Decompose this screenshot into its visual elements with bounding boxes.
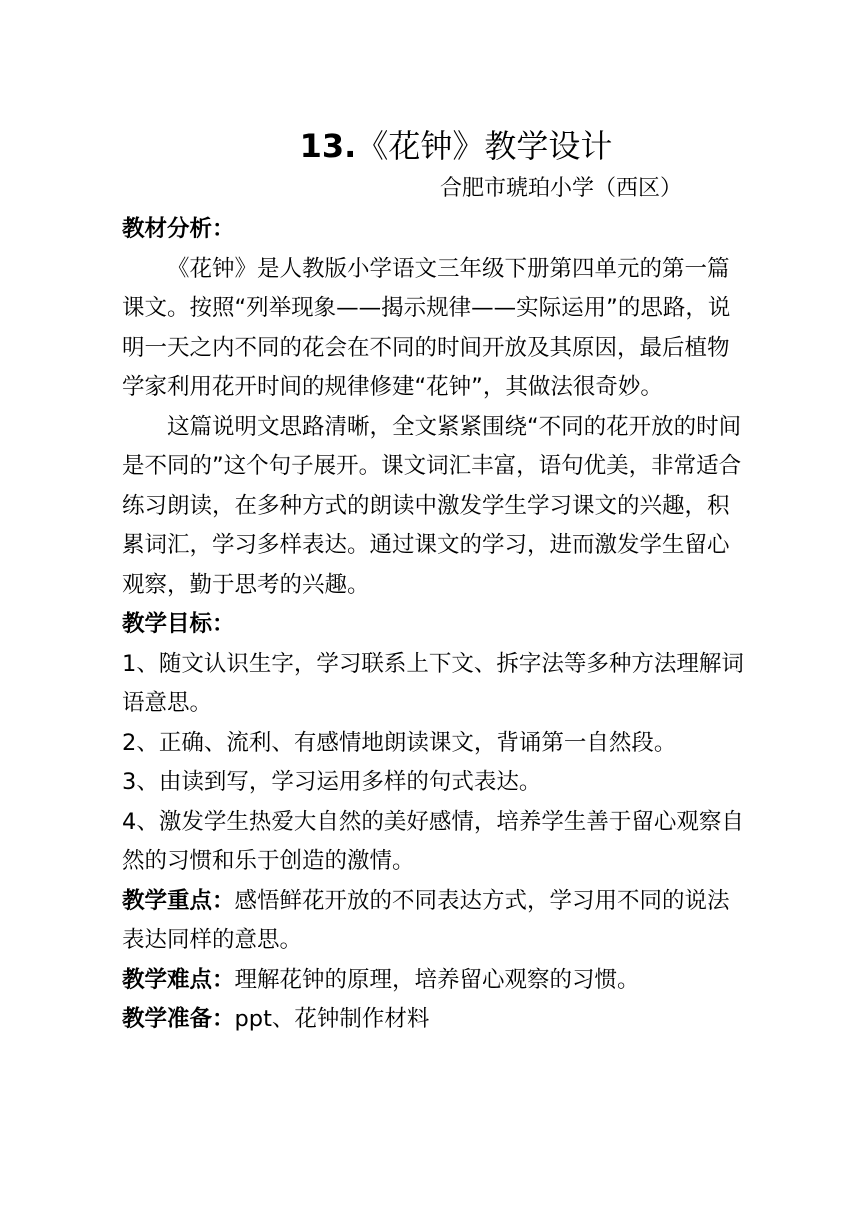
key-point-text: 感悟鲜花开放的不同表达方式，学习用不同的说法表达同样的意思。 <box>122 887 730 953</box>
goal-item-2: 2、正确、流利、有感情地朗读课文，背诵第一自然段。 <box>122 729 677 756</box>
preparation-text: ppt、花钟制作材料 <box>234 1006 430 1032</box>
title-number: 13. <box>299 127 357 165</box>
goal-item-4: 4、激发学生热爱大自然的美好感情，培养学生善于留心观察自然的习惯和乐于创造的激情。 <box>122 808 744 874</box>
preparation-line <box>122 1000 746 1040</box>
key-point-line <box>122 882 746 961</box>
goals-heading: 教学目标： <box>122 611 235 637</box>
goal-item-1: 1、随文认识生字，学习联系上下文、拆字法等多种方法理解词语意思。 <box>122 650 744 716</box>
analysis-heading: 教材分析： <box>122 216 235 242</box>
difficulty-line <box>122 961 746 1001</box>
analysis-paragraph-1: 《花钟》是人教版小学语文三年级下册第四单元的第一篇课文。按照“列举现象——揭示规律——实际运用”的思路，说明一天之内不同的花会在不同的时间开放及其原因，最后植物学家利用花开时间的规律修建“花钟”，其做法很奇妙。 <box>122 255 731 400</box>
school-name: 合肥市琥珀小学（西区） <box>440 176 683 201</box>
document-body <box>122 210 746 1040</box>
key-point-label: 教学重点： <box>122 887 235 914</box>
goal-item-3: 3、由读到写，学习运用多样的句式表达。 <box>122 769 542 795</box>
difficulty-label: 教学难点： <box>122 966 235 993</box>
analysis-paragraph-2: 这篇说明文思路清晰，全文紧紧围绕“不同的花开放的时间是不同的”这个句子展开。课文词汇丰富，语句优美，非常适合练习朗读，在多种方式的朗读中激发学生学习课文的兴趣，积累词汇，学习多样表达。通过课文的学习，进而激发学生留心观察，勤于思考的兴趣。 <box>122 413 742 598</box>
preparation-label: 教学准备： <box>122 1006 235 1032</box>
title-text: 《花钟》教学设计 <box>356 127 613 165</box>
difficulty-text: 理解花钟的原理，培养留心观察的习惯。 <box>234 966 640 993</box>
document-title <box>0 124 860 168</box>
